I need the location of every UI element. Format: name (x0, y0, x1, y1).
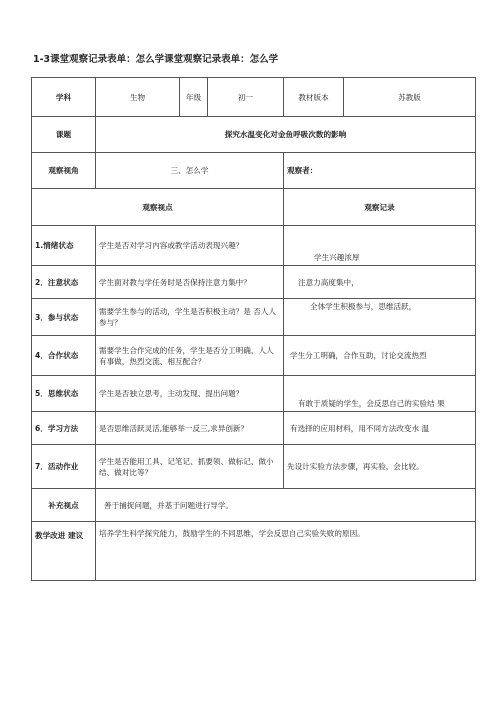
table-row (32, 445, 476, 489)
row-question: 学生面对教与学任务时是否保持注意力集中？ (96, 266, 284, 299)
row-label: 3．参与状态 (32, 299, 96, 336)
row-label: 2．注意状态 (32, 266, 96, 299)
improvement-row (32, 522, 476, 581)
topic-label: 课题 (32, 117, 96, 153)
row-question: 需要学生合作完成的任务，学生是否分工明确，人人有事做，热烈交流、相互配合？ (96, 336, 284, 376)
subject-label: 学科 (32, 78, 96, 117)
supplement-value: 善于捕捉问题，并基于问题进行导学。 (96, 489, 476, 522)
row-record: 有选择的应用材料，用不同方法改变水 温 (284, 412, 476, 445)
topic-value: 探究水温变化对金鱼呼吸次数的影响 (96, 117, 476, 153)
supplement-row (32, 489, 476, 522)
row-label: 7．活动作业 (32, 445, 96, 489)
row-label: 4．合作状态 (32, 336, 96, 376)
table-row (32, 299, 476, 336)
row-question: 需要学生参与的活动，学生是否积极主动？是 否人人参与？ (96, 299, 284, 336)
row-label: 5．思维状态 (32, 376, 96, 412)
supplement-label: 补充视点 (32, 489, 96, 522)
row-record: 先设计实验方法步骤，再实验，会比较。 (284, 445, 476, 489)
row-record: 有敢于质疑的学生，会反思自己的实验结 果 (284, 376, 476, 412)
textbook-value: 苏教版 (344, 78, 476, 117)
table-row (32, 226, 476, 266)
document-title: 1-3课堂观察记录表单：怎么学课堂观察记录表单：怎么学 (33, 54, 279, 65)
row-record: 学生分工明确，合作互助，讨论交流热烈 (284, 336, 476, 376)
perspective-value: 三、怎么学 (96, 153, 284, 189)
header-row (32, 78, 476, 117)
row-label: 6．学习方法 (32, 412, 96, 445)
table-row (32, 412, 476, 445)
table-row (32, 266, 476, 299)
perspective-row (32, 153, 476, 189)
row-record: 注意力高度集中， (284, 266, 476, 299)
row-record: 学生兴趣浓厚 (284, 226, 476, 266)
grade-label: 年级 (180, 78, 208, 117)
point-column-header: 观察视点 (32, 189, 284, 226)
observer-label: 观察者： (284, 153, 476, 189)
topic-row (32, 117, 476, 153)
record-column-header: 观察记录 (284, 189, 476, 226)
textbook-label: 教材版本 (284, 78, 344, 117)
subject-value: 生物 (96, 78, 180, 117)
row-question: 是否思维活跃灵活,能够举一反三,求异创新？ (96, 412, 284, 445)
grade-value: 初一 (208, 78, 284, 117)
improvement-label: 教学改进 建议 (32, 522, 96, 581)
table-row (32, 336, 476, 376)
perspective-label: 观察视角 (32, 153, 96, 189)
row-question: 学生是否能用工具、记笔记、抓要领、做标记、做小结、做对比等？ (96, 445, 284, 489)
row-record: 全体学生积极参与，思维活跃， (284, 299, 476, 336)
table-row (32, 376, 476, 412)
row-question: 学生是否独立思考，主动发现、提出问题？ (96, 376, 284, 412)
improvement-value: 培养学生科学探究能力，鼓励学生的不同思维，学会反思自己实验失败的原因。 (96, 522, 476, 581)
column-header-row (32, 189, 476, 226)
row-label: 1.情绪状态 (32, 226, 96, 266)
row-question: 学生是否对学习内容或教学活动表现兴趣？ (96, 226, 284, 266)
observation-table (31, 77, 476, 581)
